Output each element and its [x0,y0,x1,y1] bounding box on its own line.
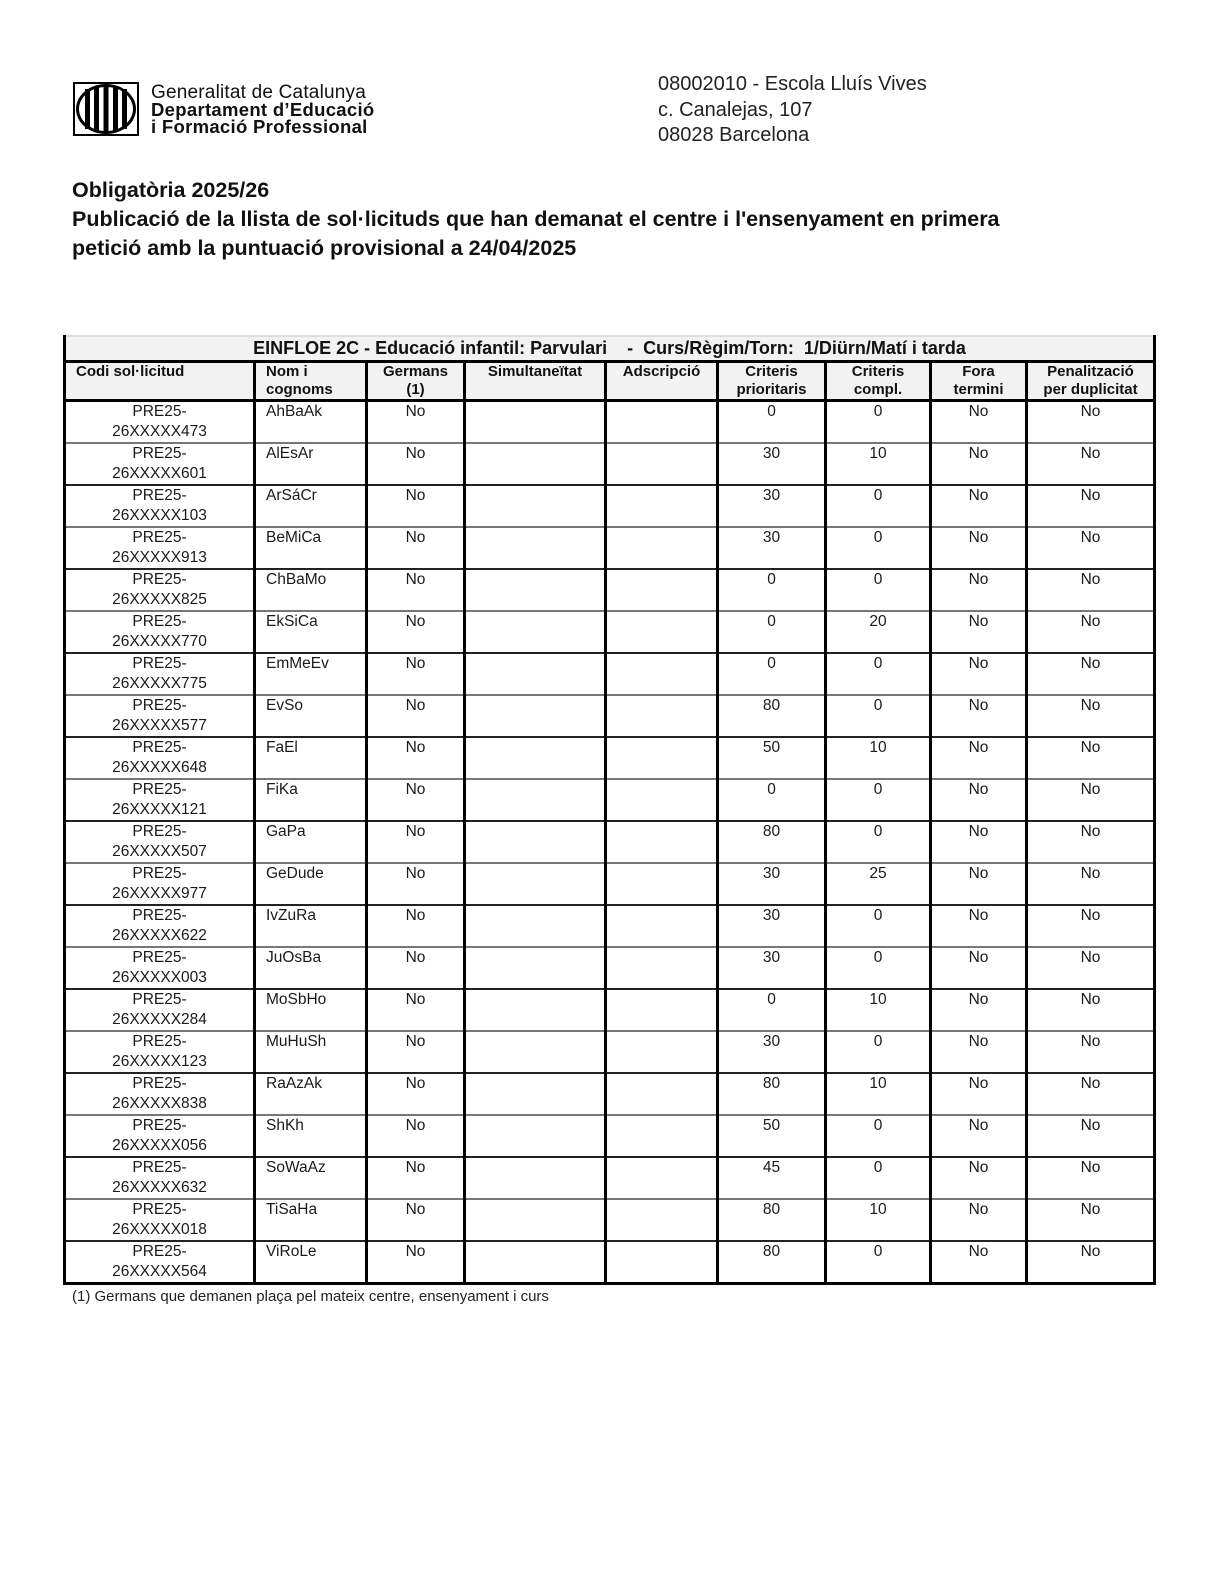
cell-code [65,905,255,947]
cell-criteris-prioritaris: 80 [718,1199,826,1241]
code-part-1: PRE25- [132,739,187,756]
title-description-2: petició amb la puntuació provisional a 24/04/2025 [72,236,577,260]
table-row [65,527,1155,569]
cell-name: EmMeEv [255,653,367,695]
code-part-2: 26XXXXX577 [112,717,207,734]
cell-germans: No [367,611,465,653]
code-part-2: 26XXXXX838 [112,1095,207,1112]
cell-criteris-prioritaris: 30 [718,863,826,905]
code-part-1: PRE25- [132,655,187,672]
column-header-germans [367,362,465,401]
cell-penalitzacio: No [1027,443,1155,485]
cell-criteris-prioritaris: 30 [718,443,826,485]
cell-code [65,779,255,821]
cell-fora-termini: No [931,569,1027,611]
cell-germans: No [367,569,465,611]
code-part-1: PRE25- [132,1243,187,1260]
code-part-2: 26XXXXX770 [112,633,207,650]
cell-criteris-prioritaris: 30 [718,905,826,947]
cell-simultaneitat [465,1241,606,1284]
cell-criteris-compl: 0 [826,1031,931,1073]
code-part-1: PRE25- [132,403,187,420]
cell-fora-termini: No [931,947,1027,989]
cell-criteris-compl: 0 [826,653,931,695]
cell-name: TiSaHa [255,1199,367,1241]
column-header-line-1: Criteris [851,363,905,380]
cell-criteris-prioritaris: 0 [718,401,826,444]
code-part-1: PRE25- [132,1159,187,1176]
code-part-2: 26XXXXX632 [112,1179,207,1196]
cell-criteris-prioritaris: 80 [718,695,826,737]
cell-name: SoWaAz [255,1157,367,1199]
cell-adscripcio [606,1199,718,1241]
cell-fora-termini: No [931,485,1027,527]
cell-germans: No [367,737,465,779]
cell-penalitzacio: No [1027,611,1155,653]
table-row [65,863,1155,905]
cell-criteris-compl: 0 [826,569,931,611]
table-row [65,1241,1155,1284]
cell-criteris-compl: 0 [826,695,931,737]
table-row [65,485,1155,527]
cell-criteris-prioritaris: 80 [718,1241,826,1284]
cell-fora-termini: No [931,989,1027,1031]
cell-criteris-compl: 0 [826,1157,931,1199]
cell-name: EvSo [255,695,367,737]
table-row [65,947,1155,989]
code-part-1: PRE25- [132,529,187,546]
cell-code [65,989,255,1031]
cell-criteris-prioritaris: 45 [718,1157,826,1199]
column-header-line-1: Nom i [266,363,308,380]
cell-criteris-compl: 10 [826,1073,931,1115]
code-part-2: 26XXXXX121 [112,801,207,818]
cell-fora-termini: No [931,527,1027,569]
cell-code [65,485,255,527]
generalitat-emblem-icon [73,82,139,136]
table-row [65,569,1155,611]
cell-adscripcio [606,1241,718,1284]
cell-fora-termini: No [931,1073,1027,1115]
cell-adscripcio [606,905,718,947]
column-header-nom [255,362,367,401]
cell-simultaneitat [465,1031,606,1073]
code-part-2: 26XXXXX507 [112,843,207,860]
table-row [65,653,1155,695]
cell-code [65,947,255,989]
cell-adscripcio [606,485,718,527]
code-part-2: 26XXXXX775 [112,675,207,692]
code-part-1: PRE25- [132,613,187,630]
column-header-line-2: prioritaris [736,381,807,398]
cell-penalitzacio: No [1027,1157,1155,1199]
code-part-2: 26XXXXX003 [112,969,207,986]
column-header-criteris-prioritaris [718,362,826,401]
column-header-line-2: (1) [406,381,425,398]
cell-fora-termini: No [931,779,1027,821]
cell-adscripcio [606,737,718,779]
title-course-year: Obligatòria 2025/26 [72,178,270,202]
cell-adscripcio [606,1073,718,1115]
cell-code [65,401,255,444]
cell-criteris-compl: 0 [826,527,931,569]
table-row [65,737,1155,779]
cell-penalitzacio: No [1027,779,1155,821]
cell-simultaneitat [465,1157,606,1199]
cell-fora-termini: No [931,1157,1027,1199]
cell-penalitzacio: No [1027,1241,1155,1284]
code-part-2: 26XXXXX564 [112,1263,207,1280]
cell-germans: No [367,821,465,863]
cell-criteris-compl: 25 [826,863,931,905]
column-header-line-1: Germans [382,363,449,380]
cell-adscripcio [606,443,718,485]
column-header-line-1: Criteris [745,363,798,380]
code-part-2: 26XXXXX018 [112,1221,207,1238]
cell-simultaneitat [465,779,606,821]
cell-name: JuOsBa [255,947,367,989]
cell-germans: No [367,1031,465,1073]
table-row [65,821,1155,863]
code-part-2: 26XXXXX825 [112,591,207,608]
cell-criteris-prioritaris: 30 [718,527,826,569]
column-header-line-1: Simultaneïtat [487,363,583,380]
cell-adscripcio [606,1157,718,1199]
cell-fora-termini: No [931,653,1027,695]
cell-criteris-compl: 0 [826,947,931,989]
cell-adscripcio [606,989,718,1031]
cell-name: BeMiCa [255,527,367,569]
school-city: 08028 Barcelona [658,124,810,146]
code-part-1: PRE25- [132,1201,187,1218]
cell-simultaneitat [465,569,606,611]
cell-criteris-prioritaris: 0 [718,779,826,821]
school-street: c. Canalejas, 107 [658,98,813,121]
cell-germans: No [367,947,465,989]
cell-name: FiKa [255,779,367,821]
applications-table [63,335,1156,1285]
cell-name: FaEl [255,737,367,779]
cell-fora-termini: No [931,1115,1027,1157]
column-header-line-1: Penalització [1047,363,1134,380]
cell-fora-termini: No [931,821,1027,863]
cell-penalitzacio: No [1027,905,1155,947]
cell-germans: No [367,401,465,444]
cell-criteris-compl: 10 [826,737,931,779]
cell-simultaneitat [465,863,606,905]
table-row [65,1073,1155,1115]
code-part-2: 26XXXXX473 [112,423,207,440]
cell-name: GeDude [255,863,367,905]
cell-fora-termini: No [931,611,1027,653]
logo-line-3: i Formació Professional [151,115,368,137]
cell-fora-termini: No [931,863,1027,905]
table-section-band: EINFLOE 2C - Educació infantil: Parvulari - Curs/Règim/Torn: 1/Diürn/Matí i tarda [65,336,1155,362]
cell-adscripcio [606,611,718,653]
cell-simultaneitat [465,695,606,737]
document-title [72,176,1162,263]
column-header-line-2: termini [953,381,1004,398]
column-header-penalitzacio [1027,362,1155,401]
cell-simultaneitat [465,947,606,989]
cell-germans: No [367,905,465,947]
cell-criteris-prioritaris: 0 [718,569,826,611]
table-row [65,443,1155,485]
cell-simultaneitat [465,401,606,444]
cell-penalitzacio: No [1027,821,1155,863]
cell-criteris-compl: 0 [826,905,931,947]
cell-criteris-compl: 10 [826,1199,931,1241]
cell-adscripcio [606,1115,718,1157]
code-part-2: 26XXXXX123 [112,1053,207,1070]
cell-fora-termini: No [931,1241,1027,1284]
cell-penalitzacio: No [1027,737,1155,779]
column-header-codi [65,362,255,401]
cell-name: MoSbHo [255,989,367,1031]
column-header-criteris-compl [826,362,931,401]
column-header-simultaneitat [465,362,606,401]
column-header-line-2: cognoms [266,381,333,398]
code-part-1: PRE25- [132,949,187,966]
cell-code [65,695,255,737]
cell-simultaneitat [465,737,606,779]
cell-germans: No [367,779,465,821]
school-code-name: 08002010 - Escola Lluís Vives [658,73,927,95]
code-part-2: 26XXXXX648 [112,759,207,776]
code-part-1: PRE25- [132,1117,187,1134]
code-part-1: PRE25- [132,865,187,882]
cell-fora-termini: No [931,1199,1027,1241]
code-part-2: 26XXXXX056 [112,1137,207,1154]
cell-criteris-prioritaris: 30 [718,485,826,527]
cell-germans: No [367,1199,465,1241]
cell-code [65,1157,255,1199]
table-row [65,779,1155,821]
cell-name: IvZuRa [255,905,367,947]
cell-code [65,1073,255,1115]
table-row [65,1157,1155,1199]
cell-simultaneitat [465,1199,606,1241]
logo-line-2: Departament d’Educació [151,98,375,120]
cell-simultaneitat [465,1115,606,1157]
cell-criteris-prioritaris: 50 [718,1115,826,1157]
cell-penalitzacio: No [1027,947,1155,989]
cell-simultaneitat [465,905,606,947]
code-part-1: PRE25- [132,1033,187,1050]
cell-criteris-compl: 10 [826,989,931,1031]
cell-fora-termini: No [931,695,1027,737]
column-header-line-1: Codi sol·licitud [76,363,185,380]
cell-criteris-prioritaris: 0 [718,611,826,653]
cell-penalitzacio: No [1027,1073,1155,1115]
cell-criteris-compl: 10 [826,443,931,485]
cell-criteris-prioritaris: 0 [718,653,826,695]
cell-adscripcio [606,863,718,905]
cell-penalitzacio: No [1027,1115,1155,1157]
column-header-adscripcio [606,362,718,401]
school-address [658,72,927,149]
cell-name: MuHuSh [255,1031,367,1073]
cell-adscripcio [606,947,718,989]
cell-simultaneitat [465,527,606,569]
table-row [65,1199,1155,1241]
table-row [65,989,1155,1031]
cell-simultaneitat [465,443,606,485]
column-header-line-2: compl. [853,381,903,398]
cell-name: ChBaMo [255,569,367,611]
cell-name: EkSiCa [255,611,367,653]
cell-simultaneitat [465,653,606,695]
code-part-1: PRE25- [132,697,187,714]
cell-penalitzacio: No [1027,989,1155,1031]
cell-germans: No [367,653,465,695]
code-part-1: PRE25- [132,907,187,924]
cell-code [65,653,255,695]
code-part-2: 26XXXXX622 [112,927,207,944]
cell-germans: No [367,527,465,569]
cell-criteris-prioritaris: 80 [718,1073,826,1115]
cell-penalitzacio: No [1027,1199,1155,1241]
cell-fora-termini: No [931,1031,1027,1073]
cell-adscripcio [606,779,718,821]
code-part-2: 26XXXXX913 [112,549,207,566]
cell-code [65,569,255,611]
cell-simultaneitat [465,989,606,1031]
code-part-1: PRE25- [132,823,187,840]
cell-germans: No [367,1115,465,1157]
cell-fora-termini: No [931,737,1027,779]
cell-germans: No [367,989,465,1031]
cell-criteris-prioritaris: 50 [718,737,826,779]
cell-penalitzacio: No [1027,863,1155,905]
table-row [65,1115,1155,1157]
cell-criteris-compl: 0 [826,779,931,821]
code-part-1: PRE25- [132,445,187,462]
cell-name: ViRoLe [255,1241,367,1284]
cell-code [65,737,255,779]
cell-criteris-compl: 0 [826,821,931,863]
footnote: (1) Germans que demanen plaça pel mateix centre, ensenyament i curs [72,1288,549,1305]
cell-simultaneitat [465,1073,606,1115]
code-part-1: PRE25- [132,487,187,504]
cell-adscripcio [606,569,718,611]
cell-criteris-prioritaris: 30 [718,1031,826,1073]
cell-germans: No [367,485,465,527]
table-row [65,401,1155,444]
cell-penalitzacio: No [1027,695,1155,737]
cell-code [65,1031,255,1073]
cell-name: AhBaAk [255,401,367,444]
code-part-1: PRE25- [132,571,187,588]
column-header-line-2: per duplicitat [1043,381,1138,398]
cell-penalitzacio: No [1027,653,1155,695]
cell-fora-termini: No [931,443,1027,485]
cell-name: AlEsAr [255,443,367,485]
logo-line-1: Generalitat de Catalunya [151,81,366,103]
cell-adscripcio [606,821,718,863]
column-header-fora-termini [931,362,1027,401]
cell-code [65,443,255,485]
cell-name: ArSáCr [255,485,367,527]
code-part-1: PRE25- [132,1075,187,1092]
cell-penalitzacio: No [1027,527,1155,569]
cell-simultaneitat [465,821,606,863]
code-part-2: 26XXXXX601 [112,465,207,482]
cell-name: ShKh [255,1115,367,1157]
table-row [65,1031,1155,1073]
cell-code [65,611,255,653]
cell-code [65,1241,255,1284]
cell-penalitzacio: No [1027,569,1155,611]
cell-adscripcio [606,401,718,444]
cell-code [65,527,255,569]
cell-criteris-compl: 0 [826,1115,931,1157]
cell-code [65,1199,255,1241]
cell-criteris-prioritaris: 30 [718,947,826,989]
column-header-line-1: Adscripció [622,363,701,380]
cell-simultaneitat [465,611,606,653]
column-header-line-1: Fora [962,363,995,380]
table-row [65,905,1155,947]
department-logo [73,82,375,136]
cell-code [65,821,255,863]
cell-germans: No [367,863,465,905]
cell-germans: No [367,443,465,485]
cell-germans: No [367,695,465,737]
table-row [65,695,1155,737]
code-part-2: 26XXXXX103 [112,507,207,524]
cell-penalitzacio: No [1027,401,1155,444]
cell-germans: No [367,1157,465,1199]
code-part-2: 26XXXXX977 [112,885,207,902]
cell-criteris-compl: 0 [826,485,931,527]
code-part-2: 26XXXXX284 [112,1011,207,1028]
table-row [65,611,1155,653]
title-description-1: Publicació de la llista de sol·licituds que han demanat el centre i l'ensenyament en primera [72,207,1000,231]
cell-penalitzacio: No [1027,1031,1155,1073]
cell-simultaneitat [465,485,606,527]
cell-germans: No [367,1241,465,1284]
cell-germans: No [367,1073,465,1115]
applications-table-container [63,335,1153,1285]
cell-adscripcio [606,1031,718,1073]
cell-adscripcio [606,527,718,569]
cell-adscripcio [606,653,718,695]
cell-criteris-compl: 20 [826,611,931,653]
code-part-1: PRE25- [132,781,187,798]
cell-penalitzacio: No [1027,485,1155,527]
code-part-1: PRE25- [132,991,187,1008]
cell-code [65,863,255,905]
cell-name: GaPa [255,821,367,863]
cell-fora-termini: No [931,905,1027,947]
cell-criteris-prioritaris: 80 [718,821,826,863]
cell-criteris-prioritaris: 0 [718,989,826,1031]
cell-criteris-compl: 0 [826,1241,931,1284]
cell-criteris-compl: 0 [826,401,931,444]
cell-adscripcio [606,695,718,737]
cell-code [65,1115,255,1157]
cell-name: RaAzAk [255,1073,367,1115]
cell-fora-termini: No [931,401,1027,444]
